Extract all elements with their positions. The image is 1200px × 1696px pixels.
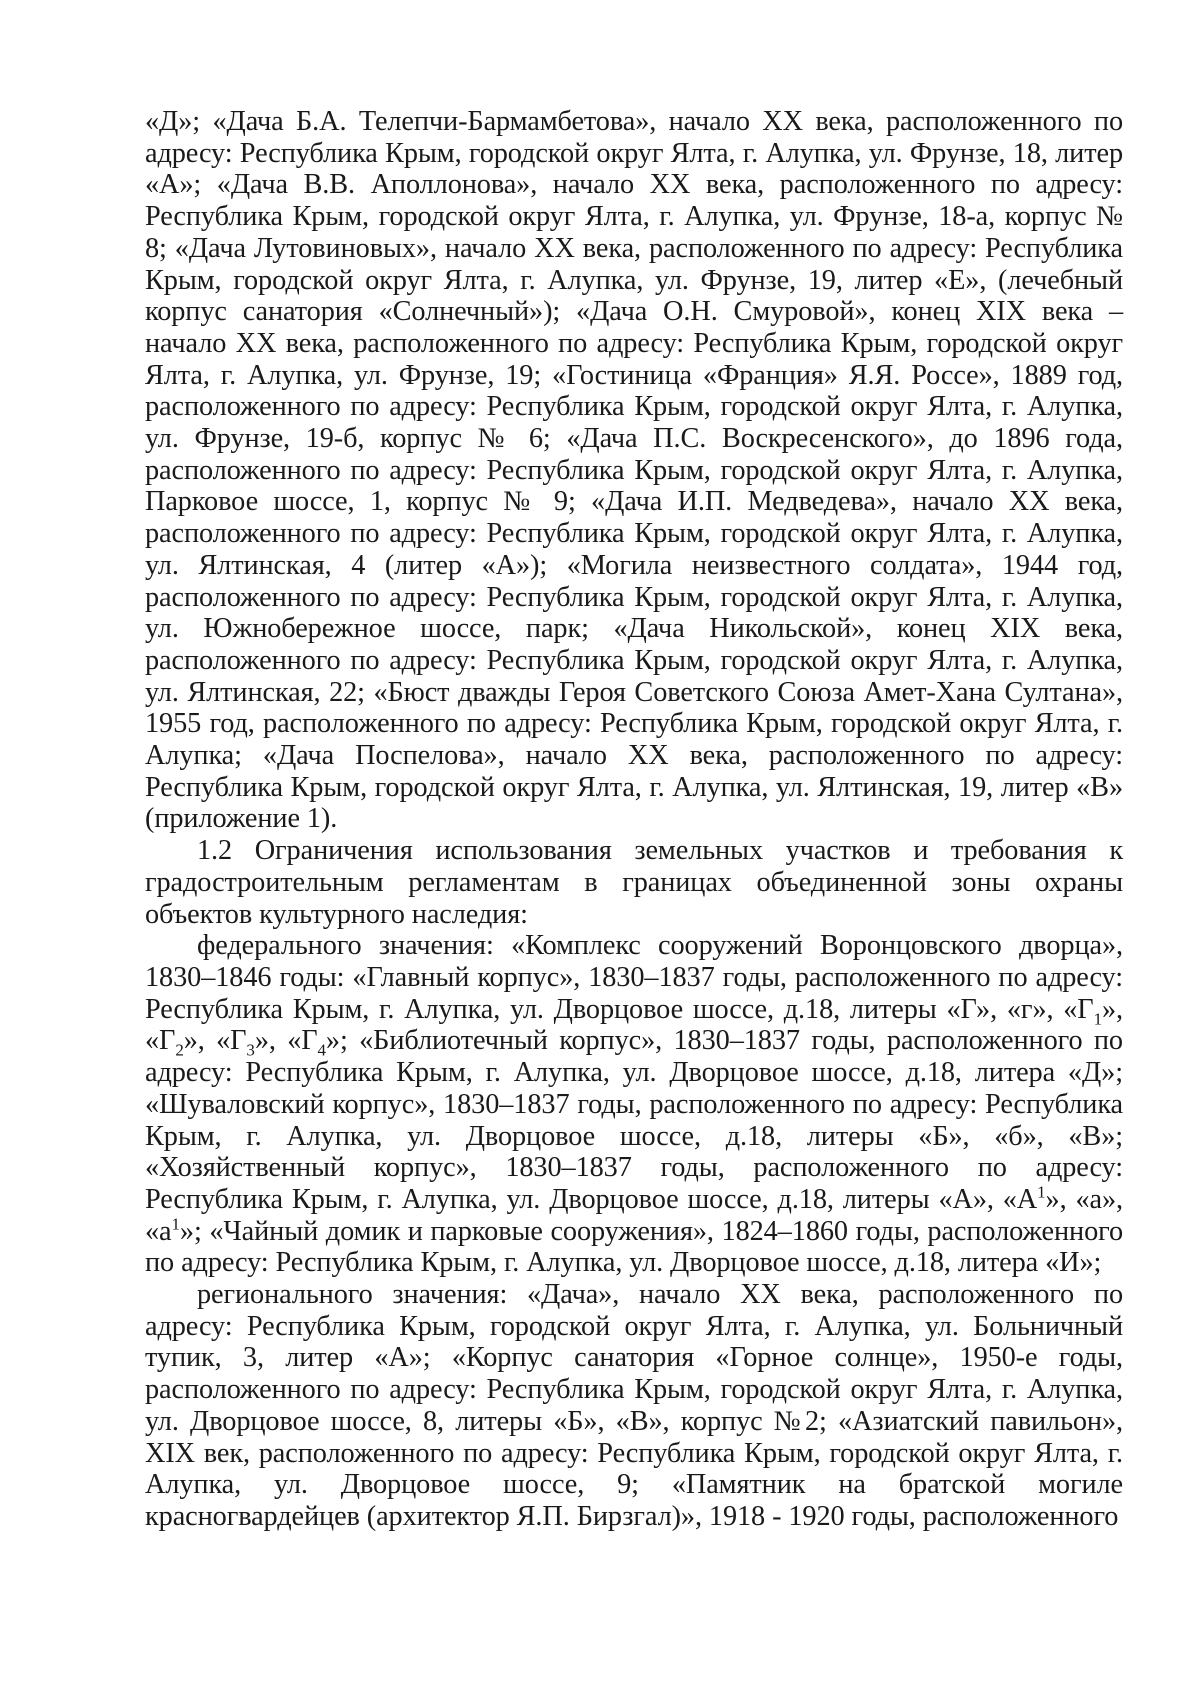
paragraph-section-1-2-heading: 1.2 Ограничения использования земельных участков и требования к градостроительным регламентам в границах объединенной зоны охраны объектов культурного наследия: (145, 835, 1123, 930)
text-fragment: », «Г (254, 1025, 318, 1057)
subscript: 4 (317, 1041, 326, 1061)
text-fragment: »; «Библиотечный корпус», 1830–1837 годы, расположенного по адресу: Республика Крым, г. Алупка, ул. Дворцовое шоссе, д.18, литера «Д»; «Шуваловский корпус», 1830–1837 годы, расположенного по адресу: Республика Крым, г. Алупка, ул. Дворцовое шоссе, д.18, литеры «Б», «б», «В»; «Хозяйственный корпус», 1830–1837 годы, расположенного по адресу: Республика Крым, г. Алупка, ул. Дворцовое шоссе, д.18, литеры «А», «А (145, 1025, 1123, 1215)
paragraph-objects-list-continued: «Д»; «Дача Б.А. Телепчи-Бармамбетова», начало XX века, расположенного по адресу: Республика Крым, городской округ Ялта, г. Алупка, ул. Фрунзе, 18, литер «А»; «Дача В.В. Аполлонова», начало XX века, расположенного по адресу: Республика Крым, городской округ Ялта, г. Алупка, ул. Фрунзе, 18-а, корпус № 8; «Дача Лутовиновых», начало XX века, расположенного по адресу: Республика Крым, городской округ Ялта, г. Алупка, ул. Фрунзе, 19, литер «Е», (лечебный корпус санатория «Солнечный»); «Дача О.Н. Смуровой», конец XIX века – начало XX века, расположенного по адресу: Республика Крым, городской округ Ялта, г. Алупка, ул. Фрунзе, 19; «Гостиница «Франция» Я.Я. Россе», 1889 год, расположенного по адресу: Республика Крым, городской округ Ялта, г. Алупка, ул. Фрунзе, 19-б, корпус № 6; «Дача П.С. Воскресенского», до 1896 года, расположенного по адресу: Республика Крым, городской округ Ялта, г. Алупка, Парковое шоссе, 1, корпус № 9; «Дача И.П. Медведева», начало XX века, расположенного по адресу: Республика Крым, городской округ Ялта, г. Алупка, ул. Ялтинская, 4 (литер «А»); «Могила неизвестного солдата», 1944 год, расположенного по адресу: Республика Крым, городской округ Ялта, г. Алупка, ул. Южнобережное шоссе, парк; «Дача Никольской», конец XIX века, расположенного по адресу: Республика Крым, городской округ Ялта, г. Алупка, ул. Ялтинская, 22; «Бюст дважды Героя Советского Союза Амет-Хана Султана», 1955 год, расположенного по адресу: Республика Крым, городской округ Ялта, г. Алупка; «Дача Поспелова», начало XX века, расположенного по адресу: Республика Крым, городской округ Ялта, г. Алупка, ул. Ялтинская, 19, литер «В» (приложение 1). (145, 106, 1123, 835)
superscript: 1 (171, 1214, 180, 1234)
text-fragment: », «Г (145, 993, 1123, 1057)
document-page (145, 106, 1123, 1533)
subscript: 1 (1093, 1009, 1102, 1029)
text-fragment: »; «Чайный домик и парковые сооружения», 1824–1860 годы, расположенного по адресу: Республика Крым, г. Алупка, ул. Дворцовое шоссе, д.18, литера «И»; (145, 1215, 1123, 1279)
paragraph-regional-significance: регионального значения: «Дача», начало XX века, расположенного по адресу: Республика Крым, городской округ Ялта, г. Алупка, ул. Больничный тупик, 3, литер «А»; «Корпус санатория «Горное солнце», 1950-е годы, расположенного по адресу: Республика Крым, городской округ Ялта, г. Алупка, ул. Дворцовое шоссе, 8, литеры «Б», «В», корпус №2; «Азиатский павильон», XIX век, расположенного по адресу: Республика Крым, городской округ Ялта, г. Алупка, ул. Дворцовое шоссе, 9; «Памятник на братской могиле красногвардейцев (архитектор Я.П. Бирзгал)», 1918 - 1920 годы, расположенного (145, 1279, 1123, 1532)
text-fragment: », «а», «а (145, 1183, 1123, 1247)
subscript: 2 (175, 1041, 184, 1061)
superscript: 1 (1037, 1182, 1046, 1202)
text-fragment: федерального значения: «Комплекс сооружений Воронцовского дворца», 1830–1846 годы: «Главный корпус», 1830–1837 годы, расположенного по адресу: Республика Крым, г. Алупка, ул. Дворцовое шоссе, д.18, литеры «Г», «г», «Г (145, 930, 1123, 1025)
subscript: 3 (246, 1041, 255, 1061)
text-fragment: », «Г (183, 1025, 247, 1057)
paragraph-federal-significance (145, 930, 1123, 1279)
